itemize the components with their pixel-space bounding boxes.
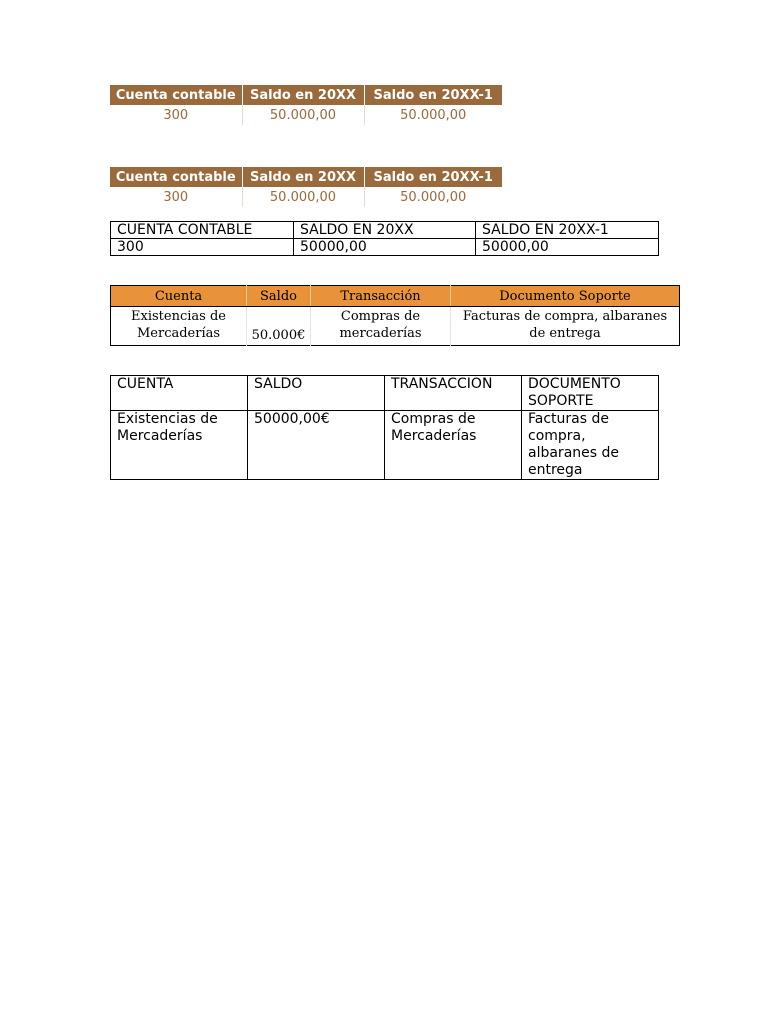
column-header: Saldo bbox=[247, 286, 311, 307]
column-header: Saldo en 20XX-1 bbox=[364, 167, 502, 187]
table-header-row bbox=[111, 376, 659, 411]
table-cell: 50.000€ bbox=[247, 307, 311, 346]
table-cell: 50.000,00 bbox=[242, 105, 364, 125]
balance-table-plain bbox=[110, 221, 659, 256]
table-cell: 50000,00 bbox=[476, 239, 659, 256]
table-cell: 50.000,00 bbox=[364, 187, 502, 207]
table-cell: Existencias de Mercaderías bbox=[131, 309, 226, 341]
table-cell: Existencias de Mercaderías bbox=[111, 411, 248, 480]
column-header: CUENTA CONTABLE bbox=[111, 222, 294, 239]
table-cell: 50.000,00 bbox=[364, 105, 502, 125]
table-row bbox=[110, 187, 502, 207]
column-header: TRANSACCION bbox=[385, 376, 522, 411]
table-row bbox=[111, 239, 659, 256]
table-header-row bbox=[110, 167, 502, 187]
table-cell: 300 bbox=[111, 239, 294, 256]
table-header-row bbox=[111, 286, 680, 307]
column-header: DOCUMENTO SOPORTE bbox=[522, 376, 659, 411]
column-header: Saldo en 20XX-1 bbox=[364, 85, 502, 105]
table-row bbox=[111, 411, 659, 480]
table-header-row bbox=[110, 85, 502, 105]
table-cell: 50000,00€ bbox=[248, 411, 385, 480]
table-cell: 300 bbox=[163, 189, 189, 205]
table-cell: Facturas de compra, albaranes de entrega bbox=[451, 307, 680, 346]
table-cell: Facturas de compra, albaranes de entrega bbox=[522, 411, 659, 480]
table-cell: Compras de Mercaderías bbox=[385, 411, 522, 480]
column-header: Documento Soporte bbox=[451, 286, 680, 307]
balance-table-2 bbox=[110, 167, 502, 207]
table-row bbox=[110, 105, 502, 125]
column-header: SALDO EN 20XX-1 bbox=[476, 222, 659, 239]
column-header: Cuenta bbox=[111, 286, 247, 307]
column-header: Transacción bbox=[311, 286, 451, 307]
column-header: Saldo en 20XX bbox=[242, 167, 364, 187]
column-header: CUENTA bbox=[111, 376, 248, 411]
table-cell: Compras de mercaderías bbox=[311, 307, 451, 346]
column-header: Cuenta contable bbox=[110, 167, 242, 187]
column-header: SALDO bbox=[248, 376, 385, 411]
table-cell: 300 bbox=[163, 107, 189, 123]
table-cell: 50.000,00 bbox=[242, 187, 364, 207]
column-header: Saldo en 20XX bbox=[242, 85, 364, 105]
account-support-table bbox=[110, 285, 680, 346]
balance-table-1 bbox=[110, 85, 502, 125]
account-support-table-plain bbox=[110, 375, 659, 480]
table-header-row bbox=[111, 222, 659, 239]
column-header: Cuenta contable bbox=[110, 85, 242, 105]
table-row bbox=[111, 307, 680, 346]
column-header: SALDO EN 20XX bbox=[294, 222, 476, 239]
table-cell: 50000,00 bbox=[294, 239, 476, 256]
